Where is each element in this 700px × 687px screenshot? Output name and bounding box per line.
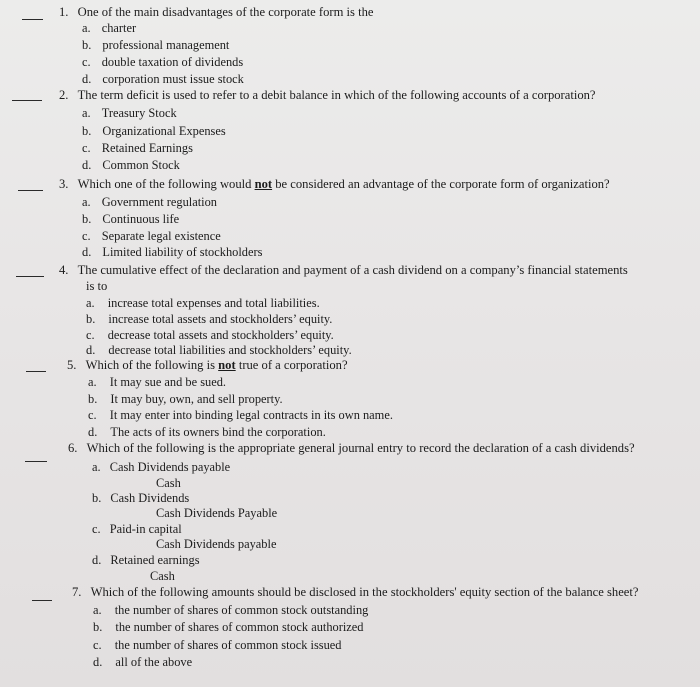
question-number: 7. [72, 585, 82, 599]
journal-debit: Cash Dividends [110, 491, 190, 505]
question-2-stem [59, 88, 596, 103]
q6-option-c-credit: Cash Dividends payable [156, 537, 277, 551]
question-number: 3. [59, 177, 69, 191]
answer-blank-2[interactable] [12, 100, 42, 101]
question-1-stem [59, 5, 373, 20]
option-text: It may buy, own, and sell property. [110, 392, 283, 406]
journal-debit: Cash Dividends payable [109, 460, 231, 474]
question-text [86, 358, 348, 372]
question-number: 2. [59, 88, 69, 102]
q7-option-a [93, 603, 368, 618]
option-letter: d. [82, 72, 92, 86]
q6-option-c [92, 522, 182, 537]
question-text: The cumulative effect of the declaration and payment of a cash dividend on a company’s financial statements [77, 263, 628, 277]
question-number: 5. [67, 358, 77, 372]
option-text: Organizational Expenses [102, 124, 226, 138]
q1-option-a [82, 21, 136, 36]
option-letter: c. [93, 638, 102, 652]
option-letter: d. [82, 245, 92, 259]
option-letter: b. [86, 312, 96, 326]
question-3-stem [59, 177, 610, 192]
option-text: the number of shares of common stock outstanding [114, 603, 369, 617]
option-text: charter [101, 21, 137, 35]
option-text: corporation must issue stock [102, 72, 244, 86]
option-letter: a. [82, 195, 91, 209]
option-letter: c. [82, 141, 91, 155]
question-text: Which of the following is the appropriate general journal entry to record the declaration of a cash dividends? [86, 441, 635, 455]
q4-option-d [86, 343, 352, 358]
answer-blank-7[interactable] [32, 600, 52, 601]
q1-option-b [82, 38, 229, 53]
q3-option-a [82, 195, 217, 210]
q2-option-c [82, 141, 193, 156]
option-letter: d. [93, 655, 103, 669]
question-text-part: be considered an advantage of the corporate form of organization? [272, 177, 610, 191]
question-emphasis: not [254, 177, 273, 191]
option-text: decrease total liabilities and stockholders’ equity. [108, 343, 352, 357]
question-5-stem [67, 358, 348, 373]
q2-option-a [82, 106, 177, 121]
option-text: Treasury Stock [101, 106, 177, 120]
question-text: One of the main disadvantages of the corporate form is the [77, 5, 374, 19]
option-text: It may enter into binding legal contracts in its own name. [109, 408, 393, 422]
q7-option-d [93, 655, 192, 670]
journal-debit: Retained earnings [110, 553, 200, 567]
question-text: Which of the following amounts should be disclosed in the stockholders' equity section of the balance sheet? [90, 585, 639, 599]
option-text: professional management [102, 38, 230, 52]
q2-option-d [82, 158, 180, 173]
option-letter: c. [82, 229, 91, 243]
option-text: the number of shares of common stock issued [114, 638, 342, 652]
q6-option-b [92, 491, 189, 506]
option-text: increase total assets and stockholders’ equity. [108, 312, 333, 326]
option-letter: c. [86, 328, 95, 342]
question-emphasis: not [218, 358, 236, 372]
option-text: the number of shares of common stock authorized [115, 620, 364, 634]
q7-option-c [93, 638, 342, 653]
question-6-stem [68, 441, 635, 456]
option-text: decrease total assets and stockholders’ equity. [107, 328, 334, 342]
option-letter: b. [82, 38, 92, 52]
option-text: Continuous life [102, 212, 180, 226]
q6-option-a [92, 460, 230, 475]
q6-option-d [92, 553, 200, 568]
q1-option-d [82, 72, 244, 87]
option-text: all of the above [115, 655, 193, 669]
q5-option-c [88, 408, 393, 423]
option-letter: a. [92, 460, 101, 474]
question-number: 6. [68, 441, 78, 455]
question-4-stem [59, 263, 628, 278]
option-letter: a. [82, 106, 91, 120]
q4-option-c [86, 328, 334, 343]
answer-blank-3[interactable] [18, 190, 43, 191]
answer-blank-5[interactable] [26, 371, 46, 372]
option-letter: b. [92, 491, 102, 505]
option-letter: c. [92, 522, 101, 536]
option-text: The acts of its owners bind the corporation. [110, 425, 326, 439]
option-letter: d. [86, 343, 96, 357]
q7-option-b [93, 620, 364, 635]
option-letter: d. [92, 553, 102, 567]
option-letter: c. [82, 55, 91, 69]
question-number: 4. [59, 263, 69, 277]
option-letter: a. [82, 21, 91, 35]
q4-option-a [86, 296, 320, 311]
q3-option-c [82, 229, 221, 244]
q1-option-c [82, 55, 243, 70]
q3-option-d [82, 245, 262, 260]
journal-debit: Paid-in capital [109, 522, 182, 536]
answer-blank-1[interactable] [22, 19, 43, 20]
option-letter: b. [88, 392, 98, 406]
option-text: increase total expenses and total liabilities. [107, 296, 320, 310]
option-text: Common Stock [102, 158, 180, 172]
option-letter: c. [88, 408, 97, 422]
q2-option-b [82, 124, 226, 139]
option-text: Government regulation [101, 195, 217, 209]
question-text [78, 177, 610, 191]
question-text-part: Which one of the following would [77, 177, 255, 191]
q6-option-b-credit: Cash Dividends Payable [156, 506, 278, 520]
q5-option-a [88, 375, 226, 390]
q6-option-a-credit: Cash [156, 476, 181, 490]
q5-option-b [88, 392, 283, 407]
option-text: double taxation of dividends [101, 55, 244, 69]
q6-option-d-credit: Cash [150, 569, 175, 583]
question-7-stem [72, 585, 638, 600]
answer-blank-4[interactable] [16, 276, 44, 277]
option-text: It may sue and be sued. [109, 375, 227, 389]
q4-option-b [86, 312, 332, 327]
question-text-part: Which of the following is [85, 358, 219, 372]
option-letter: d. [88, 425, 98, 439]
option-text: Separate legal existence [101, 229, 221, 243]
option-text: Retained Earnings [101, 141, 193, 155]
answer-blank-6[interactable] [25, 461, 47, 462]
option-letter: b. [82, 124, 92, 138]
option-letter: a. [86, 296, 95, 310]
option-letter: b. [82, 212, 92, 226]
question-text-part: true of a corporation? [235, 358, 348, 372]
option-text: Limited liability of stockholders [102, 245, 263, 259]
option-letter: a. [88, 375, 97, 389]
q3-option-b [82, 212, 179, 227]
question-4-stem-continued: is to [86, 279, 108, 293]
option-letter: b. [93, 620, 103, 634]
option-letter: a. [93, 603, 102, 617]
q5-option-d [88, 425, 326, 440]
option-letter: d. [82, 158, 92, 172]
question-text: The term deficit is used to refer to a debit balance in which of the following accounts of a corporation? [77, 88, 596, 102]
question-number: 1. [59, 5, 69, 19]
